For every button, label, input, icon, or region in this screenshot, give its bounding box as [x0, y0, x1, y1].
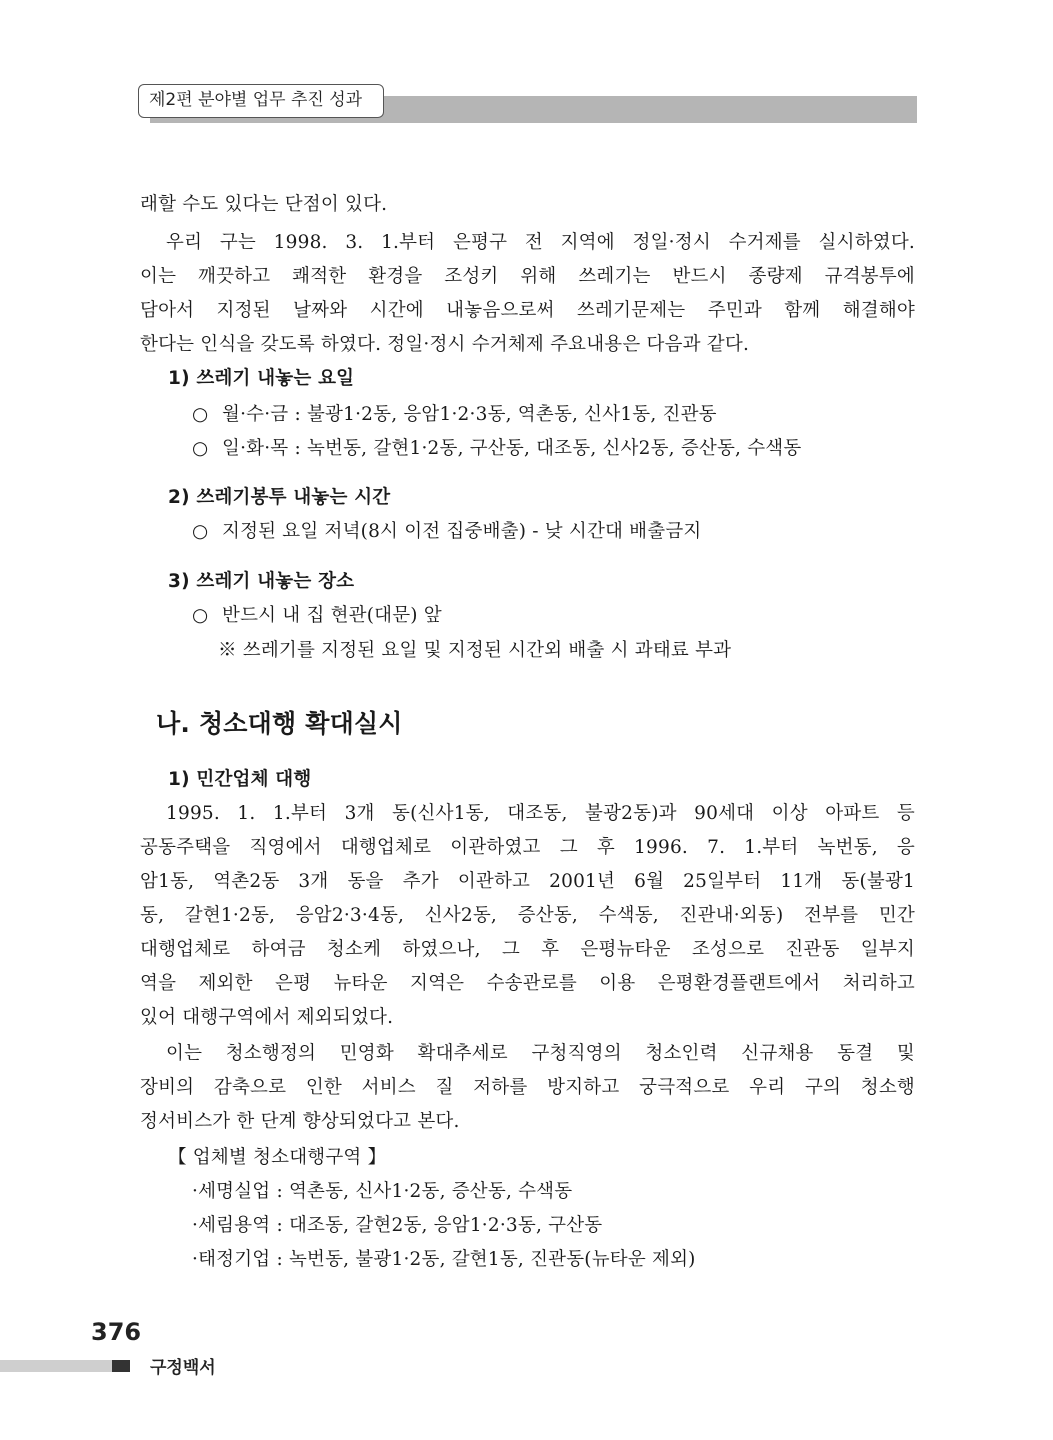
page-number: 376 [91, 1318, 142, 1346]
paragraph-line: 담아서 지정된 날짜와 시간에 내놓음으로써 쓰레기문제는 주민과 함께 해결해야 [140, 300, 915, 321]
bullet-text: 일·화·목 : 녹번동, 갈현1·2동, 구산동, 대조동, 신사2동, 증산동, 수색동 [222, 438, 802, 459]
paragraph-line: 공동주택을 직영에서 대행업체로 이관하였고 그 후 1996. 7. 1.부터 녹번동, 응 [140, 837, 915, 858]
bullet-text: 반드시 내 집 현관(대문) 앞 [222, 605, 442, 626]
circle-bullet-icon: ○ [192, 404, 209, 425]
bullet-text: 월·수·금 : 불광1·2동, 응암1·2·3동, 역촌동, 신사1동, 진관동 [222, 404, 717, 425]
paragraph-line: 역을 제외한 은평 뉴타운 지역은 수송관로를 이용 은평환경플랜트에서 처리하고 [140, 973, 915, 994]
note-text: ※ 쓰레기를 지정된 요일 및 지정된 시간외 배출 시 과태료 부과 [218, 640, 732, 661]
circle-bullet-icon: ○ [192, 521, 209, 542]
paragraph-line: 1995. 1. 1.부터 3개 동(신사1동, 대조동, 불광2동)과 90세대 이상 아파트 등 [166, 803, 915, 824]
paragraph-line: 동, 갈현1·2동, 응암2·3·4동, 신사2동, 증산동, 수색동, 진관내·외동) 전부를 민간 [140, 905, 915, 926]
footer-bar [0, 1360, 112, 1372]
bullet-item [192, 517, 967, 543]
subsection-title: 1) 쓰레기 내놓는 요일 [168, 368, 355, 389]
subsection-title: 3) 쓰레기 내놓는 장소 [168, 571, 355, 592]
footer-marker [112, 1360, 130, 1372]
paragraph-line: 우리 구는 1998. 3. 1.부터 은평구 전 지역에 정일·정시 수거제를 실시하였다. [166, 232, 915, 253]
subsection-title: 1) 민간업체 대행 [168, 769, 312, 790]
bullet-item [192, 434, 967, 460]
paragraph-line: 한다는 인식을 갖도록 하였다. 정일·정시 수거체제 주요내용은 다음과 같다. [140, 334, 750, 355]
paragraph-line: 정서비스가 한 단계 향상되었다고 본다. [140, 1111, 460, 1132]
paragraph-line: 있어 대행구역에서 제외되었다. [140, 1007, 394, 1028]
paragraph-line: 암1동, 역촌2동 3개 동을 추가 이관하고 2001년 6월 25일부터 11개 동(불광1 [140, 871, 915, 892]
paragraph-line: 이는 깨끗하고 쾌적한 환경을 조성키 위해 쓰레기는 반드시 종량제 규격봉투에 [140, 266, 915, 287]
bullet-text: 지정된 요일 저녁(8시 이전 집중배출) - 낮 시간대 배출금지 [222, 521, 702, 542]
section-heading: 나. 청소대행 확대실시 [156, 709, 403, 738]
paragraph-line: 장비의 감축으로 인한 서비스 질 저하를 방지하고 궁극적으로 우리 구의 청소행 [140, 1077, 915, 1098]
circle-bullet-icon: ○ [192, 605, 209, 626]
chapter-tab: 제2편 분야별 업무 추진 성과 [138, 84, 384, 118]
subsection-title: 2) 쓰레기봉투 내놓는 시간 [168, 487, 391, 508]
company-item: ·세림용역 : 대조동, 갈현2동, 응암1·2·3동, 구산동 [192, 1215, 603, 1236]
paragraph-line: 이는 청소행정의 민영화 확대추세로 구청직영의 청소인력 신규채용 동결 및 [166, 1043, 915, 1064]
book-title: 구정백서 [150, 1358, 216, 1378]
bullet-item [192, 601, 967, 627]
paragraph-line: 대행업체로 하여금 청소케 하였으나, 그 후 은평뉴타운 조성으로 진관동 일부지 [140, 939, 915, 960]
table-title: 【 업체별 청소대행구역 】 [168, 1147, 387, 1168]
company-item: ·태정기업 : 녹번동, 불광1·2동, 갈현1동, 진관동(뉴타운 제외) [192, 1249, 696, 1270]
circle-bullet-icon: ○ [192, 438, 209, 459]
company-item: ·세명실업 : 역촌동, 신사1·2동, 증산동, 수색동 [192, 1181, 573, 1202]
paragraph-line: 래할 수도 있다는 단점이 있다. [140, 194, 388, 215]
bullet-item [192, 400, 967, 426]
